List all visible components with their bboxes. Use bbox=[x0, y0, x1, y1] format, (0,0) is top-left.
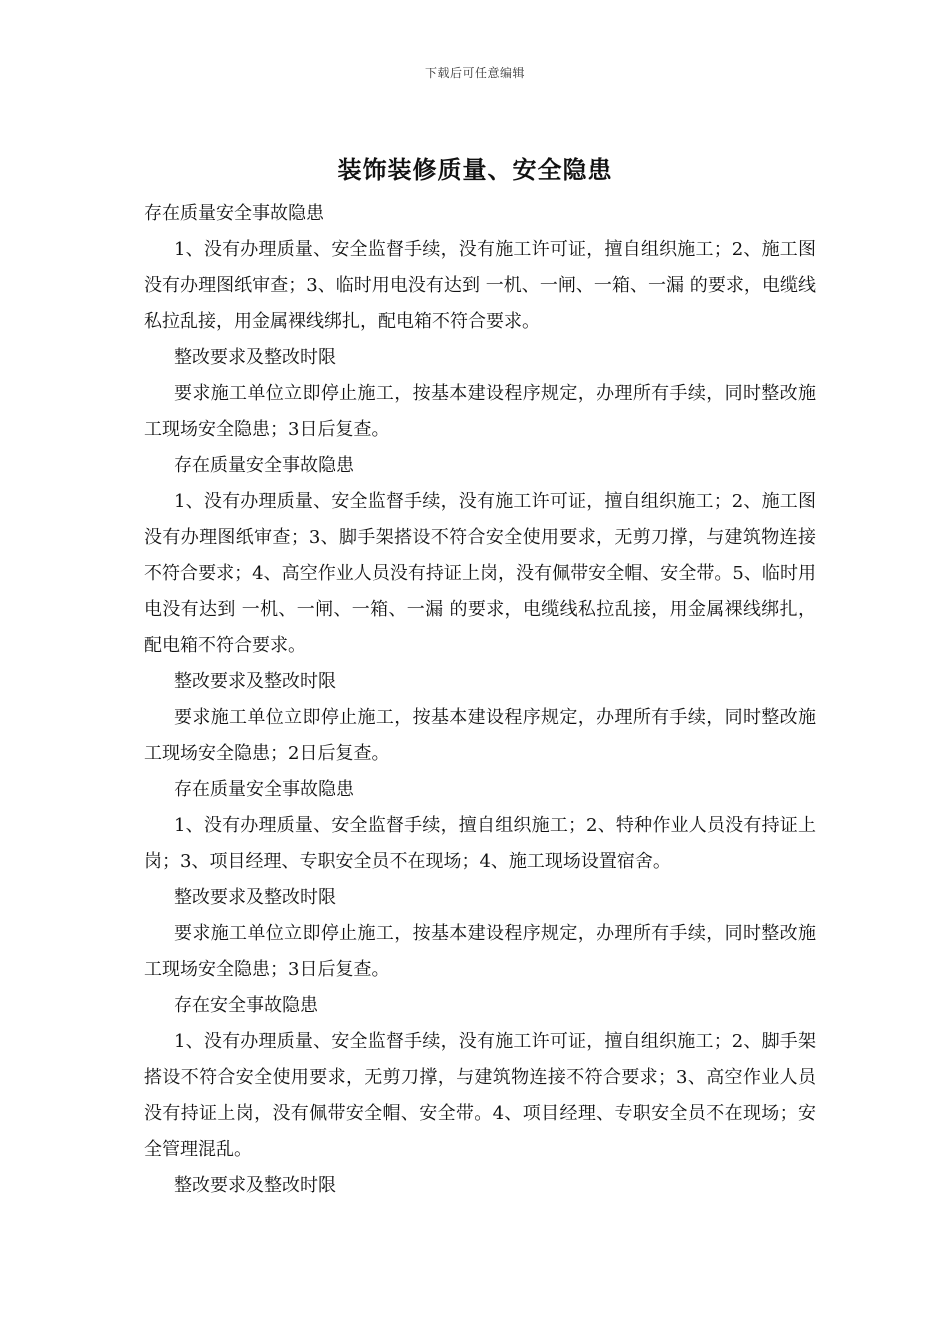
paragraph-issue-heading: 存在安全事故隐患 bbox=[174, 995, 318, 1016]
paragraph-issue-detail: 1、没有办理质量、安全监督手续，没有施工许可证，擅自组织施工；2、施工图没有办理图纸审查；3、脚手架搭设不符合安全使用要求，无剪刀撑，与建筑物连接不符合要求；4、高空作业人员没有持证上岗，没有佩带安全帽、安全带。5、临时用电没有达到 一机、一闸、一箱、一漏 的要求，电缆线私拉乱接，用金属裸线绑扎，配电箱不符合要求。 bbox=[144, 491, 816, 656]
document-title: 装饰装修质量、安全隐患 bbox=[337, 155, 613, 184]
paragraph-rectification-heading: 整改要求及整改时限 bbox=[174, 887, 336, 908]
document-body bbox=[144, 196, 816, 1204]
paragraph-issue-heading: 存在质量安全事故隐患 bbox=[144, 203, 324, 224]
paragraph-rectification-heading: 整改要求及整改时限 bbox=[174, 1175, 336, 1196]
paragraph-rectification-heading: 整改要求及整改时限 bbox=[174, 671, 336, 692]
paragraph-issue-detail: 1、没有办理质量、安全监督手续，没有施工许可证，擅自组织施工；2、脚手架搭设不符合安全使用要求，无剪刀撑，与建筑物连接不符合要求；3、高空作业人员没有持证上岗，没有佩带安全帽、安全带。4、项目经理、专职安全员不在现场；安全管理混乱。 bbox=[144, 1031, 816, 1160]
page-header-note: 下载后可任意编辑 bbox=[424, 66, 525, 80]
paragraph-rectification-detail: 要求施工单位立即停止施工，按基本建设程序规定，办理所有手续，同时整改施工现场安全隐患；3日后复查。 bbox=[144, 923, 816, 980]
paragraph-issue-detail: 1、没有办理质量、安全监督手续，擅自组织施工；2、特种作业人员没有持证上岗；3、项目经理、专职安全员不在现场；4、施工现场设置宿舍。 bbox=[144, 815, 816, 872]
paragraph-rectification-detail: 要求施工单位立即停止施工，按基本建设程序规定，办理所有手续，同时整改施工现场安全隐患；3日后复查。 bbox=[144, 383, 816, 440]
paragraph-issue-heading: 存在质量安全事故隐患 bbox=[174, 455, 354, 476]
paragraph-rectification-detail: 要求施工单位立即停止施工，按基本建设程序规定，办理所有手续，同时整改施工现场安全隐患；2日后复查。 bbox=[144, 707, 816, 764]
paragraph-issue-detail: 1、没有办理质量、安全监督手续，没有施工许可证，擅自组织施工；2、施工图没有办理图纸审查；3、临时用电没有达到 一机、一闸、一箱、一漏 的要求，电缆线私拉乱接，用金属裸线绑扎，配电箱不符合要求。 bbox=[144, 239, 816, 332]
paragraph-rectification-heading: 整改要求及整改时限 bbox=[174, 347, 336, 368]
paragraph-issue-heading: 存在质量安全事故隐患 bbox=[174, 779, 354, 800]
